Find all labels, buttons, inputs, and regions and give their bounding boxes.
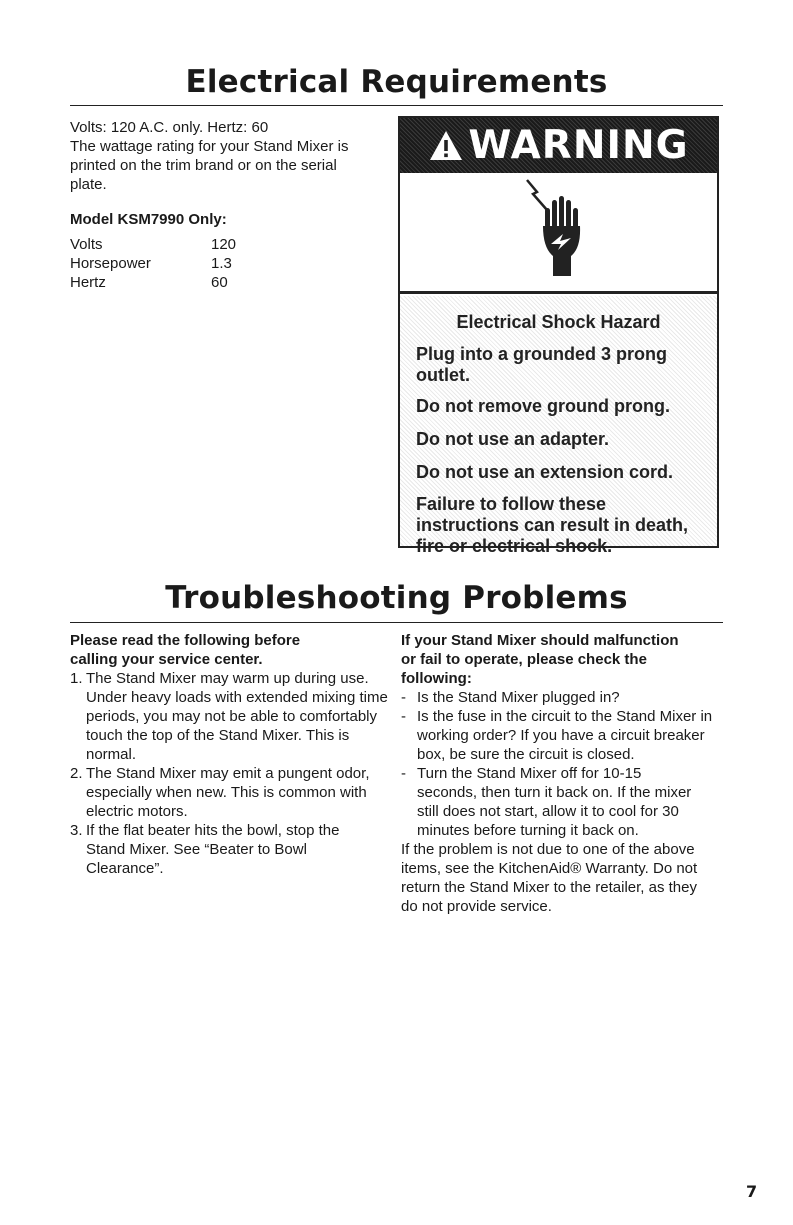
- warning-box: [398, 116, 719, 556]
- bullet-dash: -: [401, 708, 406, 725]
- spec-label: Horsepower: [70, 255, 151, 272]
- spec-row: [70, 273, 390, 292]
- check-text: Is the Stand Mixer plugged in?: [417, 689, 620, 706]
- warning-instruction: Do not use an extension cord.: [416, 462, 674, 482]
- list-number: 1.: [70, 670, 83, 687]
- check-item: [401, 707, 723, 764]
- bullet-dash: -: [401, 765, 406, 782]
- model-heading: Model KSM7990 Only:: [70, 211, 227, 228]
- troubleshooting-left-heading: Please read the following before calling your service center.: [70, 632, 301, 668]
- warning-instruction: Do not remove ground prong.: [416, 396, 670, 416]
- electrical-requirements-title: Electrical Requirements: [185, 64, 608, 100]
- page-number: 7: [746, 1182, 758, 1201]
- warning-title: WARNING: [468, 123, 689, 168]
- warning-divider: [400, 291, 717, 294]
- list-item: [70, 821, 388, 878]
- check-item: [401, 688, 723, 707]
- electrical-shock-hand-icon: [523, 178, 593, 278]
- wattage-note: The wattage rating for your Stand Mixer is printed on the trim brand or on the serial plate.: [70, 138, 349, 193]
- spec-label: Volts: [70, 236, 103, 253]
- list-text: The Stand Mixer may emit a pungent odor, especially when new. This is common with electric motors.: [86, 765, 370, 820]
- spec-value: 120: [211, 236, 237, 253]
- bullet-dash: -: [401, 689, 406, 706]
- title-rule: [70, 105, 723, 106]
- spec-row: [70, 254, 390, 273]
- spec-value: 60: [211, 274, 228, 291]
- check-item: [401, 764, 723, 840]
- electrical-info: [70, 118, 390, 292]
- warning-consequence: Failure to follow these instructions can result in death, fire or electrical shock.: [416, 494, 689, 556]
- list-text: If the flat beater hits the bowl, stop the Stand Mixer. See “Beater to Bowl Clearance”.: [86, 822, 340, 877]
- warning-body: [400, 296, 717, 556]
- voltage-line: Volts: 120 A.C. only. Hertz: 60: [70, 119, 269, 136]
- troubleshooting-right-heading: If your Stand Mixer should malfunction or fail to operate, please check the following:: [401, 632, 679, 687]
- list-item: [70, 669, 388, 764]
- check-text: Turn the Stand Mixer off for 10-15 seconds, then turn it back on. If the mixer still does not start, allow it to cool for 30 minutes before turning it back on.: [417, 765, 692, 839]
- list-number: 3.: [70, 822, 83, 839]
- hazard-title: Electrical Shock Hazard: [456, 312, 661, 332]
- spec-row: [70, 235, 390, 254]
- spec-value: 1.3: [211, 255, 232, 272]
- list-number: 2.: [70, 765, 83, 782]
- warning-header: [400, 118, 717, 173]
- troubleshooting-title: Troubleshooting Problems: [165, 580, 628, 616]
- troubleshooting-left-column: [70, 631, 388, 878]
- title-rule: [70, 622, 723, 623]
- check-text: Is the fuse in the circuit to the Stand Mixer in working order? If you have a circuit breaker box, be sure the circuit is closed.: [417, 708, 713, 763]
- warning-instruction: Do not use an adapter.: [416, 429, 610, 449]
- list-item: [70, 764, 388, 821]
- warranty-note: If the problem is not due to one of the above items, see the KitchenAid® Warranty. Do not return the Stand Mixer to the retailer, as they do not provide service.: [401, 841, 698, 915]
- troubleshooting-right-column: [401, 631, 723, 916]
- spec-label: Hertz: [70, 274, 106, 291]
- warning-triangle-icon: [428, 129, 464, 162]
- warning-instruction: Plug into a grounded 3 prong outlet.: [416, 344, 667, 385]
- list-text: The Stand Mixer may warm up during use. Under heavy loads with extended mixing time periods, you may not be able to comfortably touch the top of the Stand Mixer. This is normal.: [86, 670, 388, 763]
